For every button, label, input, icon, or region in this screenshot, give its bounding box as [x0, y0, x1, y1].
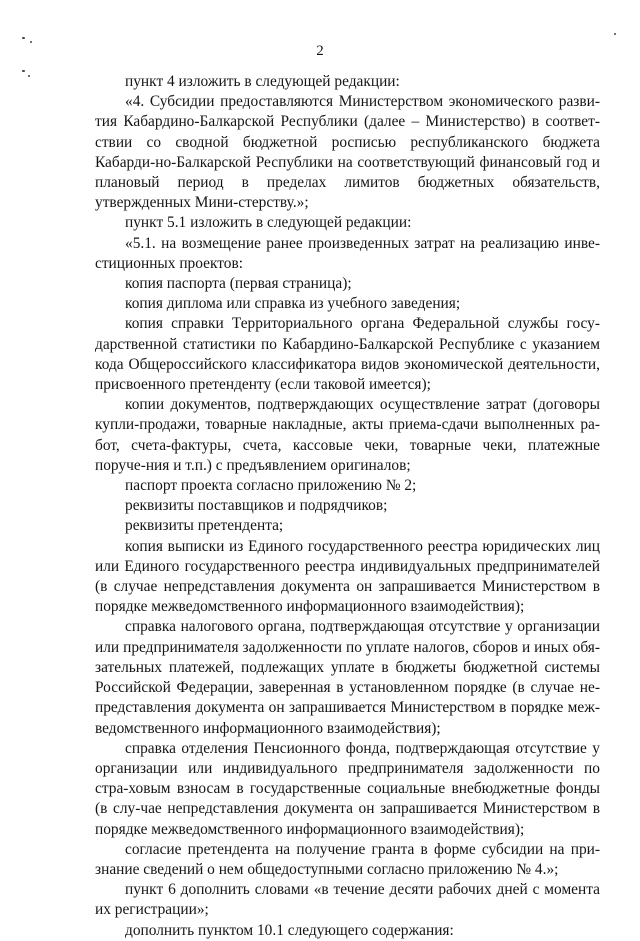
paragraph-amend-point-4: пункт 4 изложить в следующей редакции: — [125, 73, 400, 90]
list-item-pension-fund-certificate: справка отделения Пенсионного фонда, подтверждающая отсутствие у организации или индивидуального предпринимателя задолженности по стра-ховым взносам в государственные социальные внебюджетные фонды (в слу-чае непредставления документа он запрашивается Министерством в порядке межведомственного информационного взаимодействия); — [95, 739, 600, 838]
list-item-statistics-certificate: копия справки Территориального органа Федеральной службы госу-дарственной статистики по Кабардино-Балкарской Республике с указанием кода Общероссийского классификатора видов экономической деятельности, присвоенного претенденту (если таковой имеется); — [95, 315, 600, 394]
list-item-registry-extract: копия выписки из Единого государственного реестра юридических лиц или Единого государственного реестра индивидуальных предпринимателей (в случае непредставления документа он запрашивается Министерством в порядке межведомственного информационного взаимодействия); — [95, 537, 600, 616]
list-item-applicant-consent: согласие претендента на получение гранта в форме субсидии на при-знание сведений о нем общедоступными согласно приложению № 4.»; — [95, 840, 600, 878]
scan-speck — [28, 75, 30, 77]
page-number: 2 — [316, 43, 324, 59]
paragraph-amend-point-6: пункт 6 дополнить словами «в течение десяти рабочих дней с момента их регистрации»; — [95, 881, 600, 919]
document-body — [95, 72, 600, 941]
paragraph-point-4-text: «4. Субсидии предоставляются Министерством экономического разви-тия Кабардино-Балкарской Республики (далее – Министерство) в соответ-ствии со сводной бюджетной росписью республиканского бюджета Кабарди-но-Балкарской Республики на соответствующий финансовый год и плановый период в пределах лимитов бюджетных обязательств, утвержденных Мини-стерству.»; — [95, 93, 600, 212]
paragraph-add-point-10-1: дополнить пунктом 10.1 следующего содержания: — [125, 921, 454, 939]
list-item-applicant-details: реквизиты претендента; — [125, 517, 284, 535]
list-item-passport-copy: копия паспорта (первая страница); — [125, 275, 352, 293]
list-item-expense-documents: копии документов, подтверждающих осуществление затрат (договоры купли-продажи, товарные накладные, акты приема-сдачи выполненных ра-бот, счета-фактуры, счета, кассовые чеки, товарные чеки, платежные поруче-ния и т.п.) с предъявлением оригиналов; — [95, 396, 600, 474]
list-item-project-passport: паспорт проекта согласно приложению № 2; — [125, 477, 417, 495]
list-item-tax-certificate: справка налогового органа, подтверждающая отсутствие у организации или предпринимателя задолженности по уплате налогов, сборов и иных обя-зательных платежей, подлежащих уплате в бюджеты бюджетной системы Российской Федерации, заверенная в установленном порядке (в случае не-представления документа он запрашивается Министерством в порядке меж-ведомственного информационного взаимодействия); — [95, 618, 600, 737]
paragraph-amend-point-5-1: пункт 5.1 изложить в следующей редакции: — [125, 214, 412, 232]
scan-speck — [22, 70, 25, 72]
list-item-supplier-details: реквизиты поставщиков и подрядчиков; — [125, 497, 388, 515]
scan-speck — [22, 37, 25, 39]
paragraph-point-5-1-text: «5.1. на возмещение ранее произведенных затрат на реализацию инве-стиционных проектов: — [95, 234, 600, 272]
scan-speck — [614, 33, 616, 35]
list-item-diploma-copy: копия диплома или справка из учебного заведения; — [125, 295, 461, 313]
